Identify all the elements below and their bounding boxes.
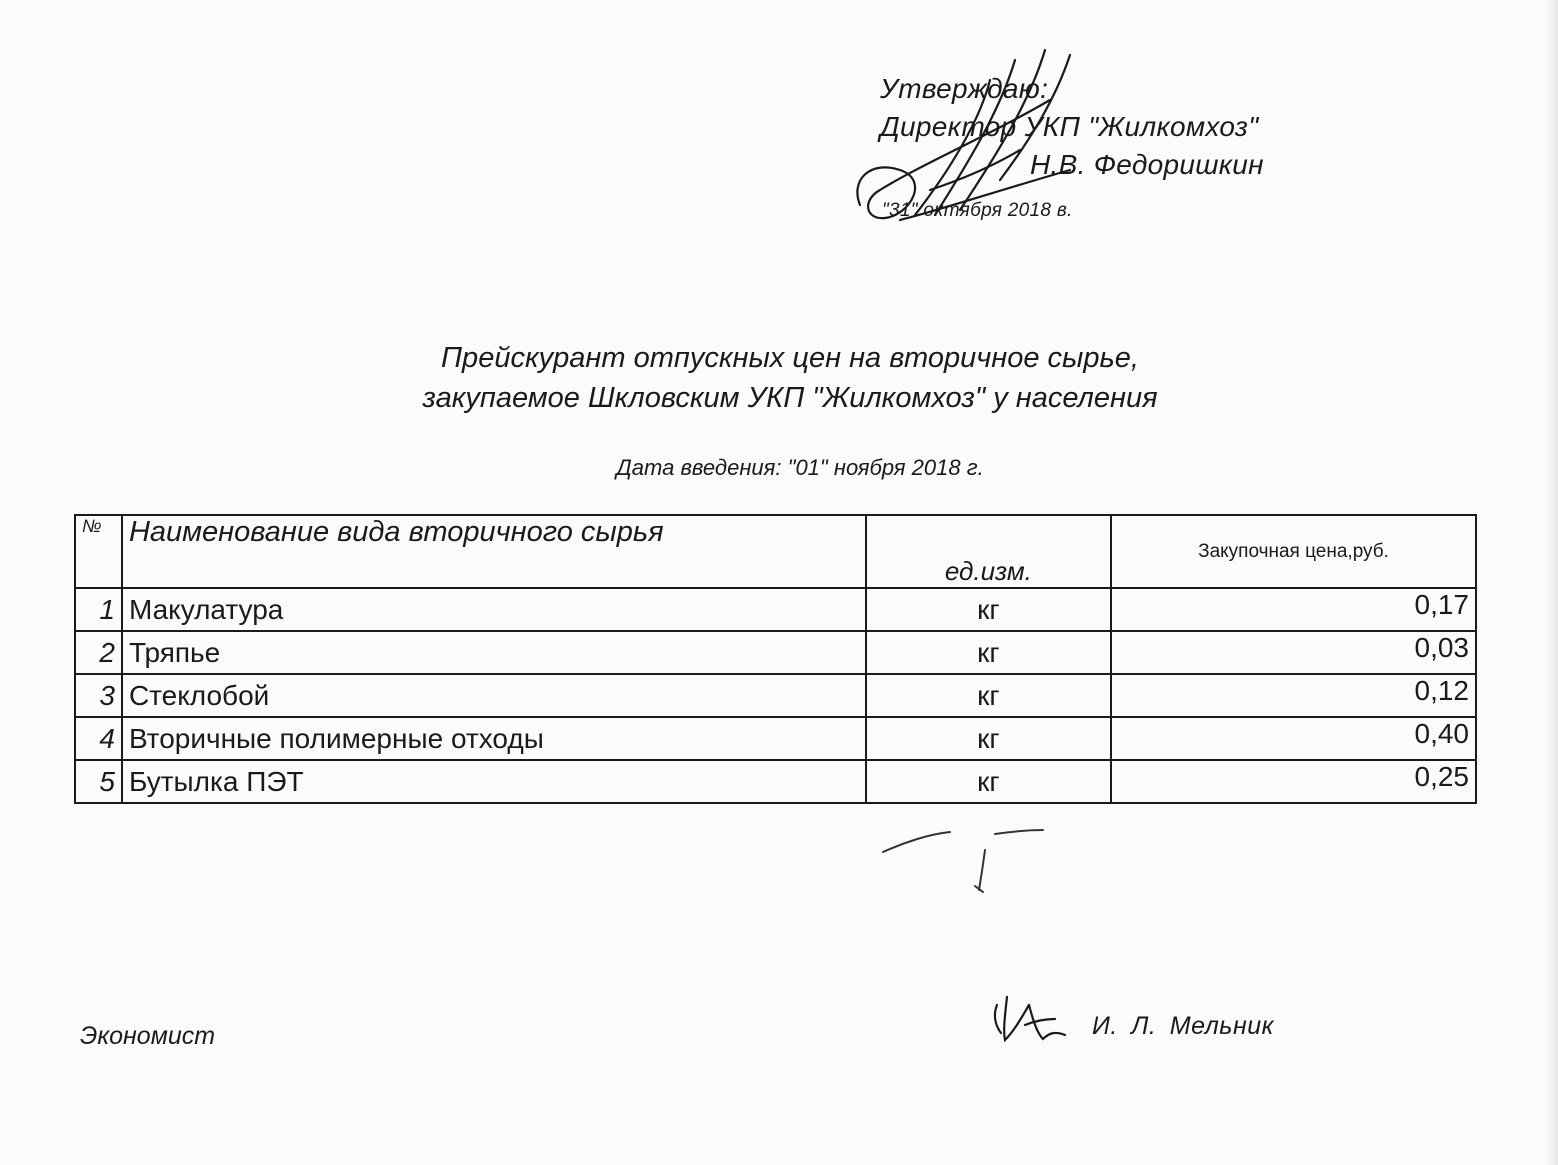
table-row — [75, 588, 1476, 631]
row-name: Вторичные полимерные отходы — [122, 717, 866, 760]
price-table — [74, 514, 1477, 804]
table-row — [75, 717, 1476, 760]
row-price: 0,40 — [1111, 717, 1476, 760]
effective-date: Дата введения: "01" ноября 2018 г. — [616, 455, 984, 480]
header-unit: ед.изм. — [866, 515, 1111, 588]
row-price: 0,17 — [1111, 588, 1476, 631]
row-num: 3 — [75, 674, 122, 717]
row-price: 0,12 — [1111, 674, 1476, 717]
header-price: Закупочная цена,руб. — [1111, 515, 1476, 588]
row-unit: кг — [866, 717, 1111, 760]
handwritten-mark — [875, 820, 1065, 900]
table-header-row — [75, 515, 1476, 588]
row-price: 0,03 — [1111, 631, 1476, 674]
row-unit: кг — [866, 631, 1111, 674]
row-num: 1 — [75, 588, 122, 631]
table-row — [75, 674, 1476, 717]
economist-name: И. Л. Мельник — [1092, 1012, 1274, 1040]
row-num: 2 — [75, 631, 122, 674]
approval-date: "31" октября 2018 в. — [882, 200, 1073, 221]
row-unit: кг — [866, 674, 1111, 717]
row-price: 0,25 — [1111, 760, 1476, 803]
economist-signature — [985, 985, 1085, 1055]
approval-heading: Утверждаю: — [880, 73, 1049, 104]
title-line-2: закупаемое Шкловским УКП "Жилкомхоз" у населения — [422, 382, 1158, 414]
page-edge-shadow — [1546, 0, 1558, 1165]
economist-role: Экономист — [80, 1022, 216, 1050]
approval-signatory: Н.В. Федоришкин — [1030, 149, 1264, 181]
row-name: Тряпье — [122, 631, 866, 674]
table-row — [75, 760, 1476, 803]
row-name: Бутылка ПЭТ — [122, 760, 866, 803]
document-title — [0, 338, 1558, 418]
row-unit: кг — [866, 760, 1111, 803]
director-signature — [840, 40, 1120, 240]
approval-position: Директор УКП "Жилкомхоз" — [880, 111, 1259, 143]
row-num: 4 — [75, 717, 122, 760]
table-row — [75, 631, 1476, 674]
row-name: Стеклобой — [122, 674, 866, 717]
row-name: Макулатура — [122, 588, 866, 631]
header-num: № — [75, 515, 122, 588]
row-num: 5 — [75, 760, 122, 803]
title-line-1: Прейскурант отпускных цен на вторичное сырье, — [441, 342, 1139, 374]
header-name: Наименование вида вторичного сырья — [122, 515, 866, 588]
row-unit: кг — [866, 588, 1111, 631]
